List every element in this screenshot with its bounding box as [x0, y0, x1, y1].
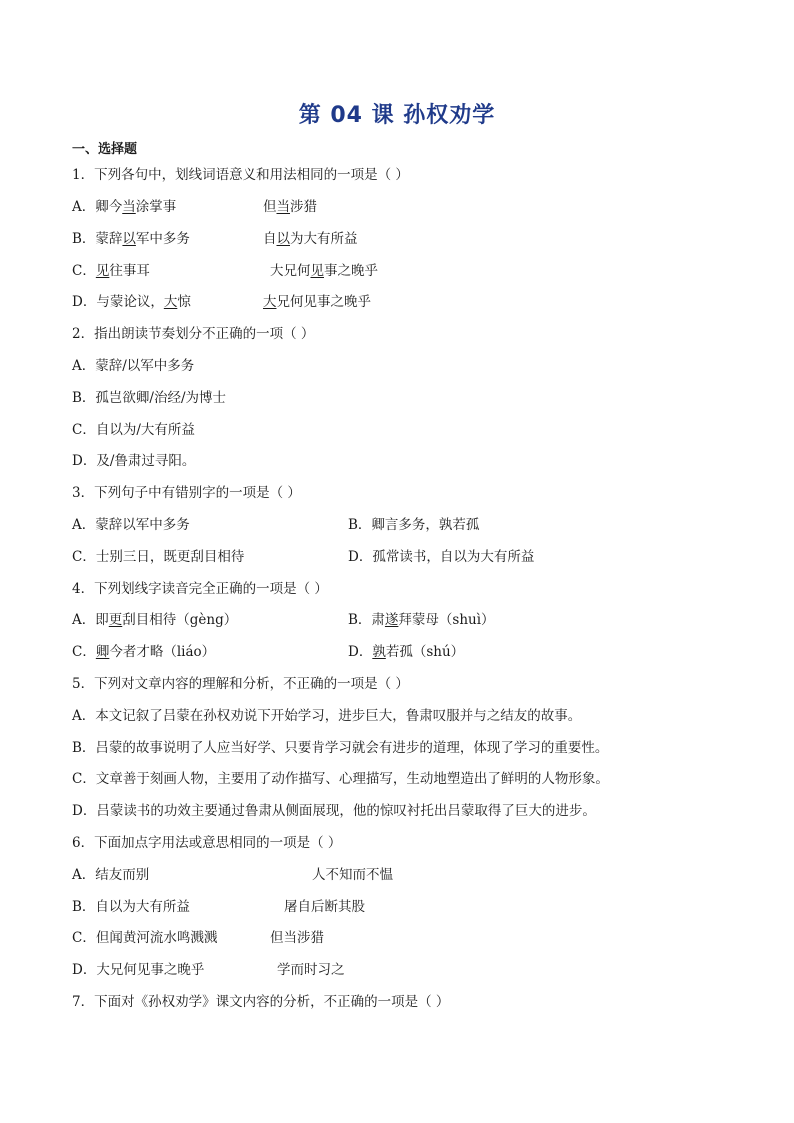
question-3-option-a: A．蒙辞以军中多务	[72, 517, 190, 533]
question-6-option-c-right: 但当涉猎	[270, 930, 324, 946]
question-2-stem: 2．指出朗读节奏划分不正确的一项（ ）	[72, 326, 315, 342]
question-1-stem: 1．下列各句中，划线词语意义和用法相同的一项是（ ）	[72, 167, 409, 183]
question-2-option-a: A．蒙辞/以军中多务	[72, 358, 195, 374]
question-1-option-d-right: 大兄何见事之晚乎	[263, 294, 371, 310]
question-1-option-a: A．卿今当涂掌事	[72, 199, 177, 215]
question-6-option-a: A．结友而别	[72, 867, 150, 883]
page-title: 第 04 课 孙权劝学	[298, 103, 496, 128]
question-6-option-c: C．但闻黄河流水鸣溅溅	[72, 930, 218, 946]
question-5-option-c: C．文章善于刻画人物，主要用了动作描写、心理描写，生动地塑造出了鲜明的人物形象。	[72, 771, 609, 787]
question-1-option-a-right: 但当涉猎	[263, 199, 317, 215]
question-5-stem: 5．下列对文章内容的理解和分析，不正确的一项是（ ）	[72, 676, 409, 692]
question-5-option-a: A．本文记叙了吕蒙在孙权劝说下开始学习，进步巨大，鲁肃叹服并与之结友的故事。	[72, 708, 582, 724]
question-3-option-b: B．卿言多务，孰若孤	[348, 517, 480, 533]
question-3-option-d: D．孤常读书，自以为大有所益	[348, 549, 535, 565]
question-1-option-c: C．见往事耳	[72, 263, 150, 279]
question-4-option-b: B．肃遂拜蒙母（shuì）	[348, 612, 495, 628]
question-1-option-b: B．蒙辞以军中多务	[72, 231, 190, 247]
question-4-option-a: A．即更刮目相待（gèng）	[72, 612, 238, 628]
question-4-stem: 4．下列划线字读音完全正确的一项是（ ）	[72, 581, 328, 597]
question-6-option-d: D．大兄何见事之晚乎	[72, 962, 205, 978]
question-6-option-b: B．自以为大有所益	[72, 899, 190, 915]
question-1-option-d: D．与蒙论议，大惊	[72, 294, 191, 310]
question-6-option-b-right: 屠自后断其股	[284, 899, 365, 915]
question-6-option-d-right: 学而时习之	[277, 962, 345, 978]
question-2-option-d: D．及/鲁肃过寻阳。	[72, 453, 196, 469]
question-5-option-b: B．吕蒙的故事说明了人应当好学、只要肯学习就会有进步的道理，体现了学习的重要性。	[72, 740, 609, 756]
question-5-option-d: D．吕蒙读书的功效主要通过鲁肃从侧面展现，他的惊叹衬托出吕蒙取得了巨大的进步。	[72, 803, 596, 819]
question-4-option-d: D．孰若孤（shú）	[348, 644, 465, 660]
question-3-option-c: C．士别三日，既更刮目相待	[72, 549, 245, 565]
question-1-option-c-right: 大兄何见事之晚乎	[270, 263, 378, 279]
question-7-stem: 7．下面对《孙权劝学》课文内容的分析，不正确的一项是（ ）	[72, 994, 450, 1010]
question-3-stem: 3．下列句子中有错别字的一项是（ ）	[72, 485, 301, 501]
section-heading: 一、选择题	[72, 142, 138, 157]
question-4-option-c: C．卿今者才略（liáo）	[72, 644, 216, 660]
question-2-option-b: B．孤岂欲卿/治经/为博士	[72, 390, 227, 406]
question-6-option-a-right: 人不知而不愠	[312, 867, 393, 883]
question-1-option-b-right: 自以为大有所益	[263, 231, 358, 247]
question-2-option-c: C．自以为/大有所益	[72, 422, 195, 438]
question-6-stem: 6．下面加点字用法或意思相同的一项是（ ）	[72, 835, 342, 851]
